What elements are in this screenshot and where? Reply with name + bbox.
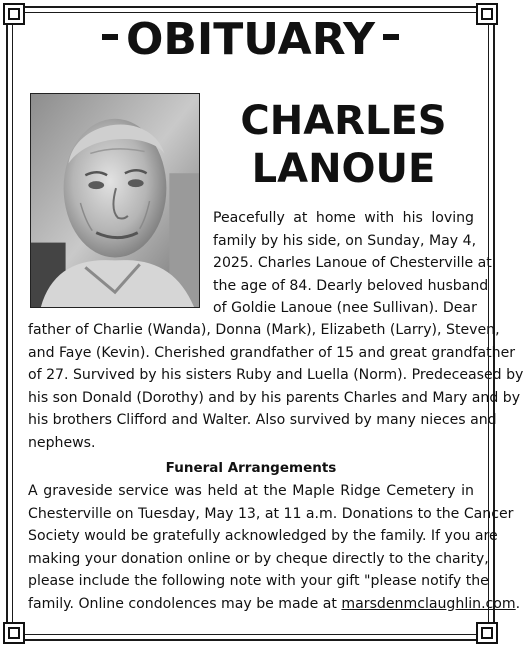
- header-dash-right: [383, 34, 399, 40]
- funeral-arrangements-heading: Funeral Arrangements: [165, 460, 337, 476]
- obituary-header: [0, 14, 501, 65]
- text-line: his son Donald (Dorothy) and by his parents Charles and Mary and by: [28, 389, 521, 406]
- text-line: of 27. Survived by his sisters Ruby and Luella (Norm). Predeceased by: [28, 367, 523, 383]
- corner-ornament-bottom-left: [3, 622, 25, 644]
- text-line: father of Charlie (Wanda), Donna (Mark), Elizabeth (Larry), Steven,: [28, 322, 500, 338]
- deceased-name: [206, 97, 481, 193]
- condolences-text: family. Online condolences may be made at: [28, 595, 342, 612]
- obituary-family-paragraph: [28, 319, 523, 454]
- name-first: CHARLES: [240, 98, 447, 144]
- text-line: A graveside service was held at the Maple Ridge Cemetery in: [28, 483, 474, 499]
- obituary-title: OBITUARY: [125, 14, 376, 65]
- portrait-photo: [30, 93, 200, 308]
- funeral-arrangements-paragraph: [28, 480, 521, 615]
- header-dash-left: [102, 34, 118, 40]
- text-line: his brothers Clifford and Walter. Also survived by many nieces and: [28, 412, 497, 428]
- text-line: Peacefully at home with his loving: [213, 210, 474, 226]
- text-line: family by his side, on Sunday, May 4,: [213, 232, 477, 249]
- corner-ornament-bottom-right: [476, 622, 498, 644]
- period-text: .: [515, 595, 521, 612]
- obituary-intro-paragraph: [213, 207, 492, 320]
- name-last: LANOUE: [251, 146, 436, 192]
- text-line: 2025. Charles Lanoue of Chesterville at: [213, 255, 492, 271]
- funeral-home-website-link[interactable]: marsdenmclaughlin.com: [341, 595, 516, 612]
- text-line: please include the following note with your gift "please notify the: [28, 573, 489, 589]
- text-line: making your donation online or by cheque directly to the charity,: [28, 550, 489, 567]
- text-line: and Faye (Kevin). Cherished grandfather of 15 and great grandfather: [28, 344, 516, 361]
- text-line: Society would be gratefully acknowledged by the family. If you are: [28, 528, 498, 544]
- text-line: of Goldie Lanoue (nee Sullivan). Dear: [213, 300, 477, 316]
- text-line: nephews.: [28, 434, 96, 451]
- text-line-condolences: [28, 593, 521, 616]
- text-line: the age of 84. Dearly beloved husband: [213, 277, 489, 294]
- text-line: Chesterville on Tuesday, May 13, at 11 a.m. Donations to the Cancer: [28, 505, 514, 522]
